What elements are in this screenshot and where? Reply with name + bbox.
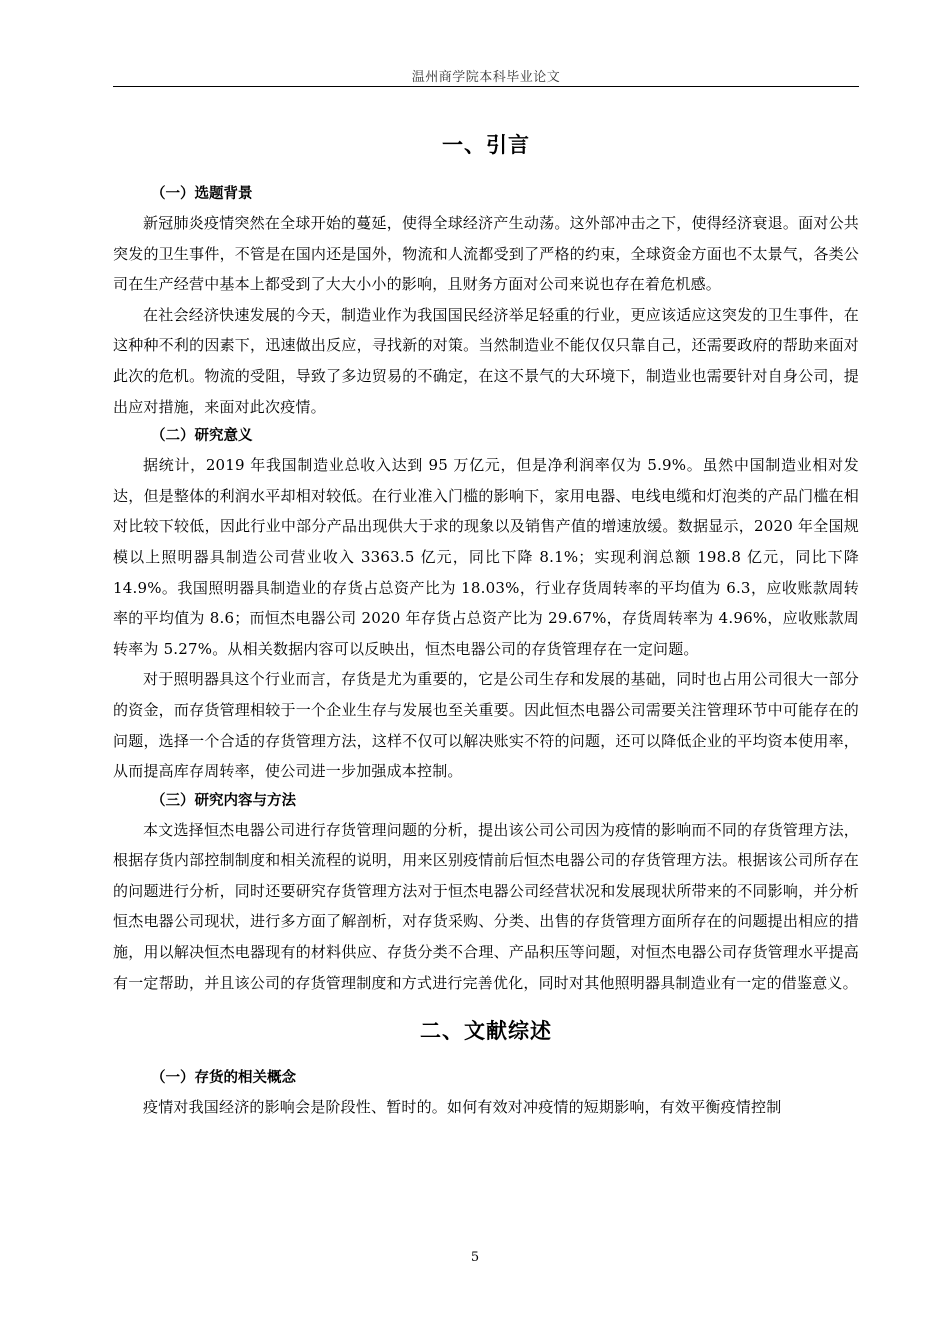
chapter-title-literature-review: 二、文献综述 — [420, 1019, 552, 1044]
running-header: 温州商学院本科毕业论文 — [411, 70, 561, 85]
paragraph: 在社会经济快速发展的今天，制造业作为我国国民经济举足轻重的行业，更应该适应这突发的卫生事件，在这种种不利的因素下，迅速做出反应，寻找新的对策。当然制造业不能仅仅只靠自己，还需要政府的帮助来面对此次的危机。物流的受阻，导致了多边贸易的不确定，在这不景气的大环境下，制造业也需要针对自身公司，提出应对措施，来面对此次疫情。 — [113, 305, 859, 416]
chapter-title-introduction: 一、引言 — [442, 133, 530, 157]
section-heading-background: （一）选题背景 — [151, 186, 253, 202]
page-number: 5 — [470, 1250, 480, 1265]
section-heading-inventory-concepts: （一）存货的相关概念 — [151, 1070, 296, 1087]
paragraph: 疫情对我国经济的影响会是阶段性、暂时的。如何有效对冲疫情的短期影响，有效平衡疫情控制 — [143, 1098, 782, 1117]
section-heading-methods: （三）研究内容与方法 — [151, 792, 296, 809]
header-rule — [113, 86, 859, 87]
paragraph: 对于照明器具这个行业而言，存货是尤为重要的，它是公司生存和发展的基础，同时也占用公司很大一部分的资金，而存货管理相较于一个企业生存与发展也至关重要。因此恒杰电器公司需要关注管理环节中可能存在的问题，选择一个合适的存货管理方法，这样不仅可以解决账实不符的问题，还可以降低企业的平均资本使用率，从而提高库存周转率，使公司进一步加强成本控制。 — [113, 670, 859, 781]
paragraph: 本文选择恒杰电器公司进行存货管理问题的分析，提出该公司公司因为疫情的影响而不同的存货管理方法，根据存货内部控制制度和相关流程的说明，用来区别疫情前后恒杰电器公司的存货管理方法。根据该公司所存在的问题进行分析，同时还要研究存货管理方法对于恒杰电器公司经营状况和发展现状所带来的不同影响，并分析恒杰电器公司现状，进行多方面了解剖析，对存货采购、分类、出售的存货管理方面所存在的问题提出相应的措施，用以解决恒杰电器现有的材料供应、存货分类不合理、产品积压等问题，对恒杰电器公司存货管理水平提高有一定帮助，并且该公司的存货管理制度和方式进行完善优化，同时对其他照明器具制造业有一定的借鉴意义。 — [113, 820, 859, 992]
paragraph: 新冠肺炎疫情突然在全球开始的蔓延，使得全球经济产生动荡。这外部冲击之下，使得经济衰退。面对公共突发的卫生事件，不管是在国内还是国外，物流和人流都受到了严格的约束，全球资金方面也不太景气，各类公司在生产经营中基本上都受到了大大小小的影响，且财务方面对公司来说也存在着危机感。 — [113, 214, 859, 294]
paragraph: 据统计，2019 年我国制造业总收入达到 95 万亿元，但是净利润率仅为 5.9%。虽然中国制造业相对发达，但是整体的利润水平却相对较低。在行业准入门槛的影响下，家用电器、电线电缆和灯泡类的产品门槛在相对比较下较低，因此行业中部分产品出现供大于求的现象以及销售产值的增速放缓。数据显示，2020 年全国规模以上照明器具制造公司营业收入 3363.5 亿元，同比下降 8.1%；实现利润总额 198.8 亿元，同比下降 14.9%。我国照明器具制造业的存货占总资产比为 18.03%，行业存货周转率的平均值为 6.3，应收账款周转率的平均值为 8.6；而恒杰电器公司 2020 年存货占总资产比为 29.67%，存货周转率为 4.96%，应收账款周转率为 5.27%。从相关数据内容可以反映出，恒杰电器公司的存货管理存在一定问题。 — [113, 456, 859, 658]
page-body — [113, 126, 859, 1123]
section-heading-significance: （二）研究意义 — [151, 428, 253, 445]
